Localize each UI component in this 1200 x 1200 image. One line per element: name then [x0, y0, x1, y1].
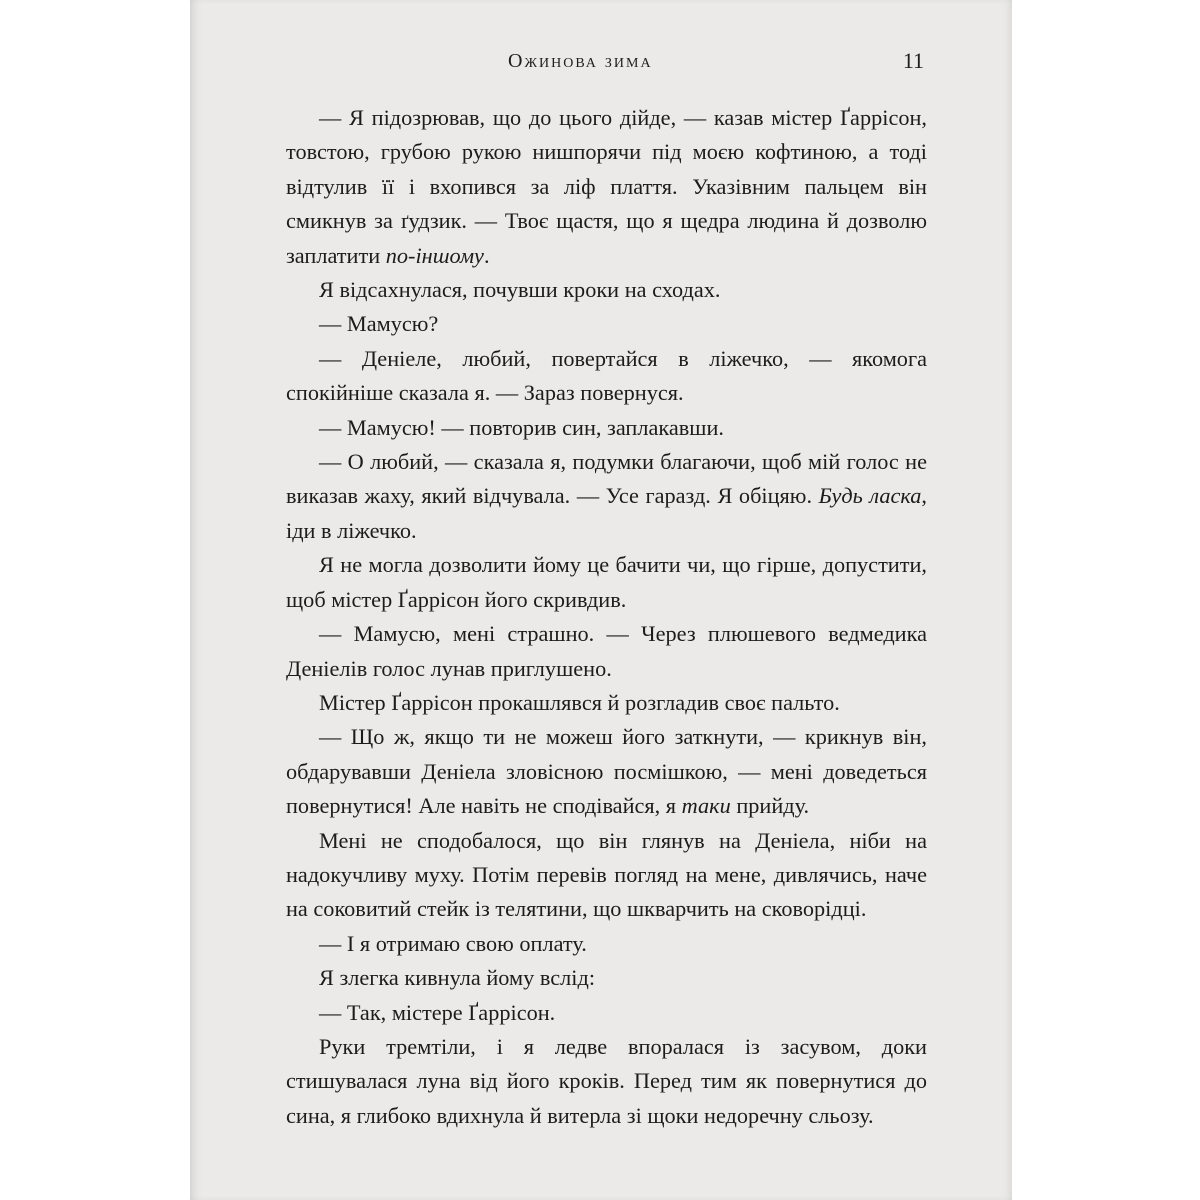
body-text [286, 101, 927, 1133]
paragraph [286, 720, 927, 823]
text-segment: Я злегка кивнула йому вслід: [319, 965, 596, 991]
paragraph [286, 101, 927, 273]
paragraph [286, 996, 927, 1030]
book-page [190, 0, 1012, 1200]
text-segment: — Деніеле, любий, повертайся в ліжечко, — якомога спокійніше сказала я. — Зараз повернуся. [286, 345, 927, 406]
text-segment: прийду. [730, 793, 810, 819]
text-segment: — Що ж, якщо ти не можеш його заткнути, — крикнув він, обдарувавши Деніела зловісною посмішкою, — мені доведеться повернутися! Але навіть не сподівайся, я [286, 724, 927, 819]
italic-text: Будь ласка [818, 483, 922, 509]
text-segment: — Мамусю, мені страшно. — Через плюшевого ведмедика Деніелів голос лунав приглушено. [286, 621, 927, 681]
text-segment: , іди в ліжечко. [286, 483, 927, 543]
text-segment: Я відсахнулася, почувши кроки на сходах. [319, 277, 721, 303]
paragraph [286, 445, 927, 548]
running-head [190, 50, 1012, 80]
paragraph [286, 617, 927, 686]
text-segment: Руки тремтіли, і я ледве впоралася із засувом, доки стишувалася луна від його кроків. Перед тим як повернутися до сина, я глибоко вдихнула й витерла зі щоки недоречну сльозу. [286, 1033, 927, 1128]
paragraph [286, 548, 927, 617]
paragraph [286, 273, 927, 307]
text-segment: — Так, містере Ґаррісон. [319, 999, 556, 1025]
paragraph [286, 1030, 927, 1133]
text-segment: — О любий, — сказала я, подумки благаючи, щоб мій голос не виказав жаху, який відчувала. — Усе гаразд. Я обіцяю. [286, 449, 927, 509]
paragraph [286, 342, 927, 411]
text-segment: Мені не сподобалося, що він глянув на Деніела, ніби на надокучливу муху. Потім перевів погляд на мене, дивлячись, наче на соковитий стейк із телятини, що шкварчить на сковорідці. [286, 827, 927, 922]
text-segment: — Мамусю? [319, 311, 439, 337]
italic-text: таки [681, 793, 731, 819]
paragraph [286, 686, 927, 720]
paragraph [286, 307, 927, 341]
paragraph [286, 927, 927, 961]
italic-text: по-іншому [385, 242, 484, 268]
text-segment: — Мамусю! — повторив син, заплакавши. [319, 414, 724, 440]
paragraph [286, 824, 927, 927]
text-segment: . [483, 242, 490, 268]
text-segment: — Я підозрював, що до цього дійде, — казав містер Ґаррісон, товстою, грубою рукою нишпорячи під моєю кофтиною, а тоді відтулив її і вхопився за ліф плаття. Указівним пальцем він смикнув за ґудзик. — Твоє щастя, що я щедра людина й дозволю заплатити [286, 105, 927, 268]
text-segment: Містер Ґаррісон прокашлявся й розгладив своє пальто. [319, 689, 840, 715]
text-segment: Я не могла дозволити йому це бачити чи, що гірше, допустити, щоб містер Ґаррісон його скривдив. [286, 552, 927, 612]
paragraph [286, 411, 927, 445]
book-title: Ожинова зима [508, 50, 653, 72]
page-number: 11 [902, 48, 924, 73]
paragraph [286, 961, 927, 995]
text-segment: — І я отримаю свою оплату. [319, 930, 587, 956]
